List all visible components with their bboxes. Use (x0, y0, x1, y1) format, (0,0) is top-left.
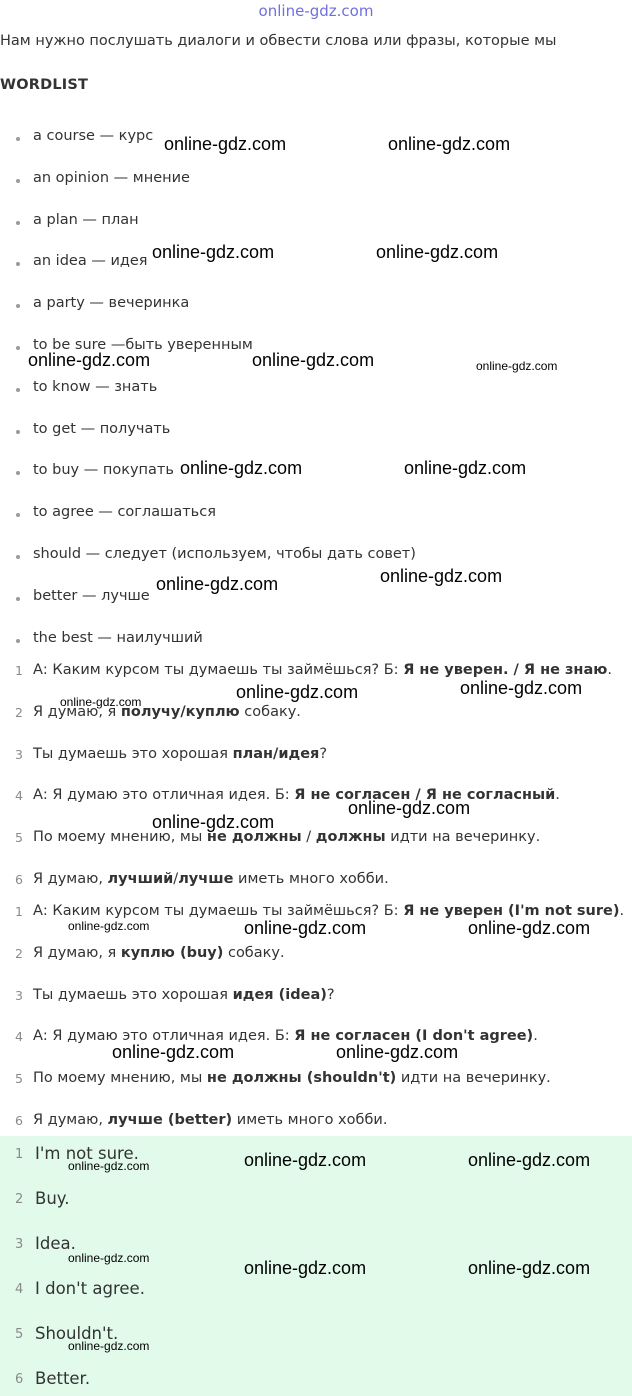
answer-number: 6 (15, 1372, 24, 1387)
bullet-dot (16, 513, 20, 517)
watermark: online-gdz.com (244, 1258, 367, 1278)
watermark: online-gdz.com (348, 798, 471, 818)
answer-number: 4 (15, 1282, 24, 1297)
answer-number: 3 (15, 1237, 24, 1252)
sentence-part: . (555, 787, 560, 804)
sentence-part: ? (326, 986, 335, 1003)
top-watermark: online-gdz.com (258, 2, 374, 20)
sentence-part: А: Я думаю это отличная идея. Б: (33, 787, 295, 804)
bold-answer: не должны (shouldn't) (206, 1070, 397, 1087)
bullet-dot (16, 555, 20, 559)
watermark: online-gdz.com (180, 458, 303, 478)
watermark: online-gdz.com (244, 1150, 367, 1170)
watermark: online-gdz.com (468, 918, 591, 938)
item-number: 2 (15, 704, 23, 720)
item-number: 2 (15, 945, 23, 961)
watermark: online-gdz.com (68, 1159, 150, 1173)
sentence-part: собаку. (239, 703, 301, 720)
bold-answer: Я не уверен. / Я не знаю (403, 662, 608, 678)
item-number: 3 (15, 746, 23, 762)
bold-answer: не должны (206, 829, 302, 846)
wordlist-item: to get — получать (33, 420, 171, 437)
bullet-dot (16, 430, 20, 434)
wordlist-item: to agree — соглашаться (33, 504, 216, 521)
sentence-part: / (173, 871, 179, 887)
bullet-dot (16, 388, 20, 392)
watermark: online-gdz.com (60, 695, 142, 709)
wordlist-item: to be sure —быть уверенным (33, 337, 253, 353)
sentence-part: идти на вечеринку. (385, 829, 541, 846)
item-number: 4 (15, 788, 23, 804)
answer-number: 2 (15, 1192, 24, 1207)
wordlist-item: the best — наилучший (33, 629, 203, 646)
item-number: 5 (15, 830, 23, 846)
watermark: online-gdz.com (236, 682, 359, 702)
sentence-part: . (607, 662, 612, 678)
sentence-part: Ты думаешь это хорошая (33, 986, 233, 1003)
bold-answer: получу/куплю (120, 703, 240, 720)
sentence-part: Я думаю, (33, 871, 108, 887)
watermark: online-gdz.com (152, 812, 275, 832)
item-number: 6 (15, 872, 23, 887)
sentence-part: собаку. (223, 944, 285, 961)
bold-answer: Я не согласен (I don't agree) (294, 1028, 534, 1045)
sentence-part: А: Каким курсом ты думаешь ты займёшься? Б: (33, 662, 404, 678)
sentence-part: А: Каким курсом ты думаешь ты займёшься? Б: (33, 903, 404, 919)
watermark: online-gdz.com (388, 134, 511, 154)
watermark: online-gdz.com (112, 1042, 235, 1062)
wordlist-item: an idea — идея (33, 253, 148, 270)
wordlist-item: to buy — покупать (33, 462, 174, 479)
answer-text: Better. (35, 1369, 91, 1388)
wordlist-item: to know — знать (33, 378, 158, 395)
sentence (33, 1028, 538, 1044)
bold-answer: план/идея (232, 745, 320, 762)
bullet-dot (16, 346, 20, 350)
wordlist-item: an opinion — мнение (33, 169, 190, 186)
bold-answer: лучше (178, 871, 234, 887)
watermark: online-gdz.com (460, 678, 583, 698)
answer-text: I'm not sure. (35, 1144, 139, 1163)
watermark: online-gdz.com (376, 242, 499, 262)
bullet-dot (16, 639, 20, 643)
watermark: online-gdz.com (336, 1042, 459, 1062)
watermark: online-gdz.com (252, 350, 375, 370)
watermark: online-gdz.com (152, 242, 275, 262)
bold-answer: лучший (107, 871, 174, 887)
sentence (33, 746, 327, 762)
bold-answer: должны (315, 829, 386, 846)
bullet-dot (16, 137, 20, 141)
sentence (33, 829, 540, 845)
watermark: online-gdz.com (28, 350, 151, 370)
bold-answer: Я не уверен (I'm not sure) (403, 903, 620, 919)
bold-answer: Я не согласен / Я не согласный (294, 787, 556, 804)
sentence (33, 662, 612, 678)
sentence (33, 1112, 387, 1128)
sentence (33, 987, 335, 1003)
answer-number: 1 (15, 1147, 24, 1162)
item-number: 1 (15, 904, 23, 919)
bold-answer: куплю (buy) (120, 944, 224, 961)
sentence-part: Я думаю, (33, 1112, 108, 1128)
sentence-part: идти на вечеринку. (396, 1070, 551, 1087)
answer-text: I don't agree. (35, 1279, 145, 1298)
bullet-dot (16, 597, 20, 601)
sentence-part: . (619, 903, 625, 919)
sentence-part: иметь много хобби. (233, 871, 389, 887)
sentence-part: . (533, 1028, 538, 1045)
bullet-dot (16, 262, 20, 266)
bullet-dot (16, 179, 20, 183)
watermark: online-gdz.com (68, 1251, 150, 1265)
watermark: online-gdz.com (164, 134, 287, 154)
bullet-dot (16, 304, 20, 308)
answer-text: Shouldn't. (35, 1324, 119, 1343)
wordlist-item: a course — курс (33, 128, 154, 144)
bold-answer: идея (idea) (232, 986, 327, 1003)
watermark: online-gdz.com (476, 359, 558, 373)
watermark: online-gdz.com (156, 574, 279, 594)
wordlist-item: better — лучше (33, 587, 150, 604)
sentence (33, 704, 301, 720)
item-number: 6 (15, 1113, 23, 1128)
item-number: 5 (15, 1071, 23, 1087)
sentence-part: А: Я думаю это отличная идея. Б: (33, 1028, 295, 1045)
watermark: online-gdz.com (68, 1339, 150, 1353)
watermark: online-gdz.com (68, 919, 150, 933)
sentence (33, 787, 560, 803)
sentence (33, 945, 285, 961)
bullet-dot (16, 221, 20, 225)
item-number: 4 (15, 1029, 23, 1045)
sentence (33, 1070, 551, 1086)
item-number: 3 (15, 987, 23, 1003)
watermark: online-gdz.com (468, 1258, 591, 1278)
watermark: online-gdz.com (468, 1150, 591, 1170)
watermark: online-gdz.com (380, 566, 503, 586)
answer-text: Buy. (35, 1189, 70, 1208)
sentence-part: Я думаю, я (33, 944, 121, 961)
answer-text: Idea. (35, 1234, 76, 1253)
bold-answer: лучше (better) (107, 1112, 233, 1128)
watermark: online-gdz.com (404, 458, 527, 478)
sentence-part: / (301, 829, 316, 846)
sentence (33, 871, 389, 887)
answer-number: 5 (15, 1327, 24, 1342)
watermark: online-gdz.com (244, 918, 367, 938)
sentence-part: Я думаю, я (33, 703, 121, 720)
item-number: 1 (15, 663, 23, 678)
bullet-dot (16, 471, 20, 475)
wordlist-item: should — следует (используем, чтобы дать совет) (33, 546, 416, 562)
sentence-part: По моему мнению, мы (33, 829, 207, 846)
sentence-part: По моему мнению, мы (33, 1070, 207, 1087)
sentence-part: Ты думаешь это хорошая (33, 745, 233, 762)
sentence (33, 903, 624, 919)
sentence-part: иметь много хобби. (232, 1112, 388, 1128)
wordlist-title: WORDLIST (0, 77, 89, 93)
wordlist-item: a party — вечеринка (33, 295, 190, 312)
sentence-part: ? (319, 745, 328, 762)
answers-panel (0, 1136, 632, 1396)
intro-text: Нам нужно послушать диалоги и обвести слова или фразы, которые мы (0, 33, 557, 49)
wordlist-item: a plan — план (33, 211, 139, 228)
